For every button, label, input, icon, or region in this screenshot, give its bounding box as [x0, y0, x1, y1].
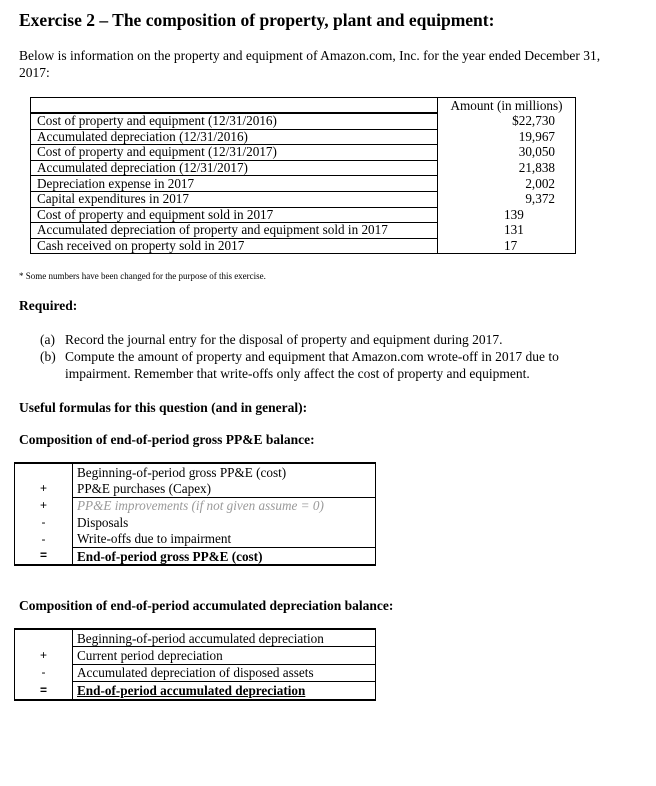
sign-cell: + — [15, 647, 73, 664]
row-label: Depreciation expense in 2017 — [31, 176, 438, 192]
row-value: 30,050 — [438, 145, 576, 161]
sign-cell — [15, 629, 73, 647]
formula-item: Write-offs due to impairment — [73, 531, 376, 548]
accumulated-depreciation-formula-table — [14, 628, 376, 701]
table-row — [15, 547, 376, 565]
data-table — [30, 97, 576, 254]
list-item — [40, 348, 610, 382]
question-marker: (b) — [40, 349, 56, 364]
row-label: Capital expenditures in 2017 — [31, 191, 438, 207]
table-header-blank — [31, 98, 438, 114]
row-value: 17 — [438, 238, 576, 254]
sign-cell: = — [15, 682, 73, 700]
question-text: Compute the amount of property and equipment that Amazon.com wrote-off in 2017 due to impairment. Remember that write-offs only affect the cost of property and equipment. — [65, 349, 559, 381]
sign-cell: = — [15, 547, 73, 565]
table-row — [31, 160, 576, 176]
question-list — [40, 331, 610, 382]
question-marker: (a) — [40, 332, 55, 347]
formula-item: Accumulated depreciation of disposed assets — [73, 664, 376, 681]
row-label: Accumulated depreciation (12/31/2016) — [31, 129, 438, 145]
table-row — [31, 238, 576, 254]
sign-cell: + — [15, 480, 73, 497]
table-row — [31, 207, 576, 223]
sign-cell: - — [15, 514, 73, 530]
page-title: Exercise 2 – The composition of property, plant and equipment: — [19, 10, 495, 30]
formula-item: End-of-period accumulated depreciation — [73, 682, 376, 700]
table-row — [15, 682, 376, 700]
table-row — [15, 480, 376, 497]
sign-cell: - — [15, 531, 73, 548]
footnote: * Some numbers have been changed for the purpose of this exercise. — [19, 271, 266, 281]
table-row — [31, 129, 576, 145]
row-label: Cost of property and equipment sold in 2017 — [31, 207, 438, 223]
gross-ppe-heading: Composition of end-of-period gross PP&E balance: — [19, 432, 315, 447]
accumulated-depreciation-heading: Composition of end-of-period accumulated depreciation balance: — [19, 598, 394, 613]
table-row — [15, 664, 376, 681]
formula-item: Current period depreciation — [73, 647, 376, 664]
formula-item: PP&E improvements (if not given assume = 0) — [73, 497, 376, 514]
row-value: 2,002 — [438, 176, 576, 192]
row-label: Cost of property and equipment (12/31/2016) — [31, 113, 438, 129]
list-item — [40, 331, 610, 348]
table-row — [31, 113, 576, 129]
question-text: Record the journal entry for the disposal of property and equipment during 2017. — [65, 332, 503, 347]
formula-item: Beginning-of-period accumulated depreciation — [73, 629, 376, 647]
table-row — [15, 463, 376, 480]
row-label: Accumulated depreciation of property and equipment sold in 2017 — [31, 223, 438, 239]
formula-item: Beginning-of-period gross PP&E (cost) — [73, 463, 376, 480]
gross-ppe-formula-table — [14, 462, 376, 566]
table-header-row — [31, 98, 576, 114]
table-row — [15, 497, 376, 514]
sign-cell: + — [15, 497, 73, 514]
row-label: Cash received on property sold in 2017 — [31, 238, 438, 254]
formula-item: End-of-period gross PP&E (cost) — [73, 547, 376, 565]
amount-column-header: Amount (in millions) — [438, 98, 576, 114]
table-row — [31, 223, 576, 239]
table-row — [31, 176, 576, 192]
table-row — [15, 514, 376, 530]
row-label: Accumulated depreciation (12/31/2017) — [31, 160, 438, 176]
table-row — [15, 531, 376, 548]
formula-item: Disposals — [73, 514, 376, 530]
row-label: Cost of property and equipment (12/31/2017) — [31, 145, 438, 161]
row-value: $22,730 — [438, 113, 576, 129]
row-value: 9,372 — [438, 191, 576, 207]
formula-item: PP&E purchases (Capex) — [73, 480, 376, 497]
intro-paragraph: Below is information on the property and equipment of Amazon.com, Inc. for the year ended December 31, 2017: — [19, 48, 601, 80]
table-row — [31, 191, 576, 207]
required-heading: Required: — [19, 298, 78, 313]
formulas-heading: Useful formulas for this question (and in general): — [19, 400, 308, 415]
row-value: 19,967 — [438, 129, 576, 145]
row-value: 21,838 — [438, 160, 576, 176]
table-row — [31, 145, 576, 161]
row-value: 139 — [438, 207, 576, 223]
table-row — [15, 647, 376, 664]
sign-cell — [15, 463, 73, 480]
table-row — [15, 629, 376, 647]
sign-cell: - — [15, 664, 73, 681]
row-value: 131 — [438, 223, 576, 239]
